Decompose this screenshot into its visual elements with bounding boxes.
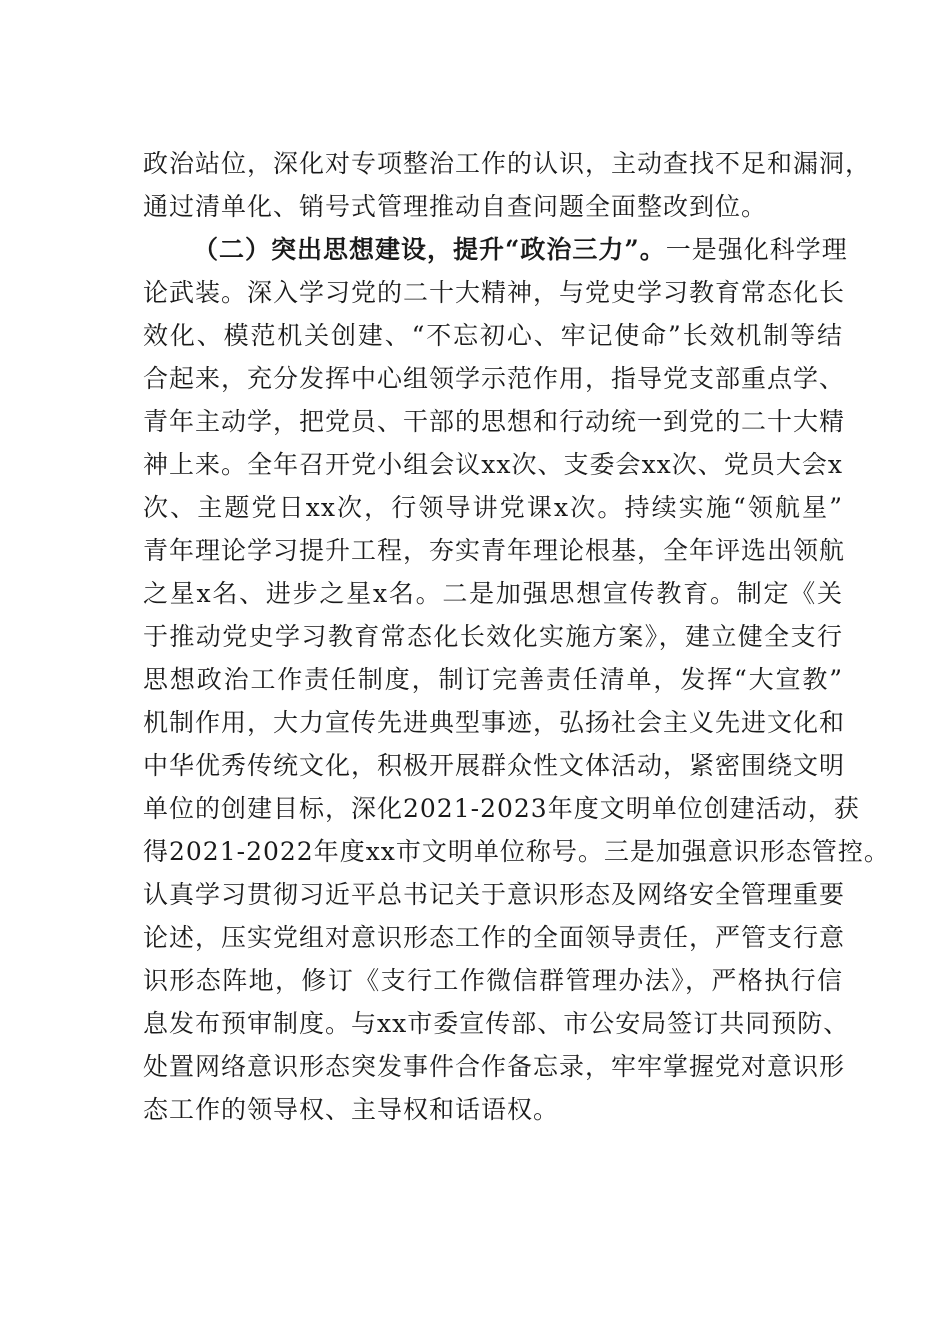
- paragraph-2-line-19: 息发布预审制度。与xx市委宣传部、市公安局签订共同预防、: [143, 1009, 850, 1038]
- paragraph-2-line-13: 中华优秀传统文化，积极开展群众性文体活动，紧密围绕文明: [143, 751, 846, 780]
- paragraph-2-line-4: 合起来，充分发挥中心组领学示范作用，指导党支部重点学、: [143, 364, 846, 393]
- paragraph-2-line-10: 于推动党史学习教育常态化长效化实施方案》，建立健全支行: [143, 622, 843, 651]
- document-body: [143, 142, 890, 1131]
- paragraph-1-line-2: 通过清单化、销号式管理推动自查问题全面整改到位。: [143, 192, 768, 221]
- paragraph-2-line-2: 论武装。深入学习党的二十大精神，与党史学习教育常态化长: [143, 278, 846, 307]
- paragraph-2-line-12: 机制作用，大力宣传先进典型事迹，弘扬社会主义先进文化和: [143, 708, 846, 737]
- paragraph-2-line-15: 得2021-2022年度xx市文明单位称号。三是加强意识形态管控。: [143, 837, 890, 866]
- paragraph-2-line-21: 态工作的领导权、主导权和话语权。: [143, 1095, 560, 1124]
- paragraph-2-line-14: 单位的创建目标，深化2021-2023年度文明单位创建活动，获: [143, 794, 860, 823]
- paragraph-2-line-5: 青年主动学，把党员、干部的思想和行动统一到党的二十大精: [143, 407, 846, 436]
- paragraph-2-line-17: 论述，压实党组对意识形态工作的全面领导责任，严管支行意: [143, 923, 846, 952]
- paragraph-2-line-8: 青年理论学习提升工程，夯实青年理论根基，全年评选出领航: [143, 536, 846, 565]
- paragraph-2-line-6: 神上来。全年召开党小组会议xx次、支委会xx次、党员大会x: [143, 450, 843, 479]
- paragraph-2-line-3: 效化、模范机关创建、“不忘初心、牢记使命”长效机制等结: [143, 321, 843, 350]
- paragraph-2-line-20: 处置网络意识形态突发事件合作备忘录，牢牢掌握党对意识形: [143, 1052, 846, 1081]
- paragraph-1-line-1: 政治站位，深化对专项整治工作的认识，主动查找不足和漏洞，: [143, 149, 872, 178]
- paragraph-2-first-line-rest: 一是强化科学理: [665, 235, 848, 264]
- paragraph-2-line-7: 次、主题党日xx次，行领导讲党课x次。持续实施“领航星”: [143, 493, 843, 522]
- paragraph-2-first-line: [143, 228, 848, 271]
- paragraph-2-line-18: 识形态阵地，修订《支行工作微信群管理办法》，严格执行信: [143, 966, 843, 995]
- paragraph-2-line-16: 认真学习贯彻习近平总书记关于意识形态及网络安全管理重要: [143, 880, 846, 909]
- paragraph-2-line-11: 思想政治工作责任制度，制订完善责任清单，发挥“大宣教”: [143, 665, 843, 694]
- section-heading: （二）突出思想建设，提升“政治三力”。: [193, 235, 666, 264]
- paragraph-2-line-9: 之星x名、进步之星x名。二是加强思想宣传教育。制定《关: [143, 579, 843, 608]
